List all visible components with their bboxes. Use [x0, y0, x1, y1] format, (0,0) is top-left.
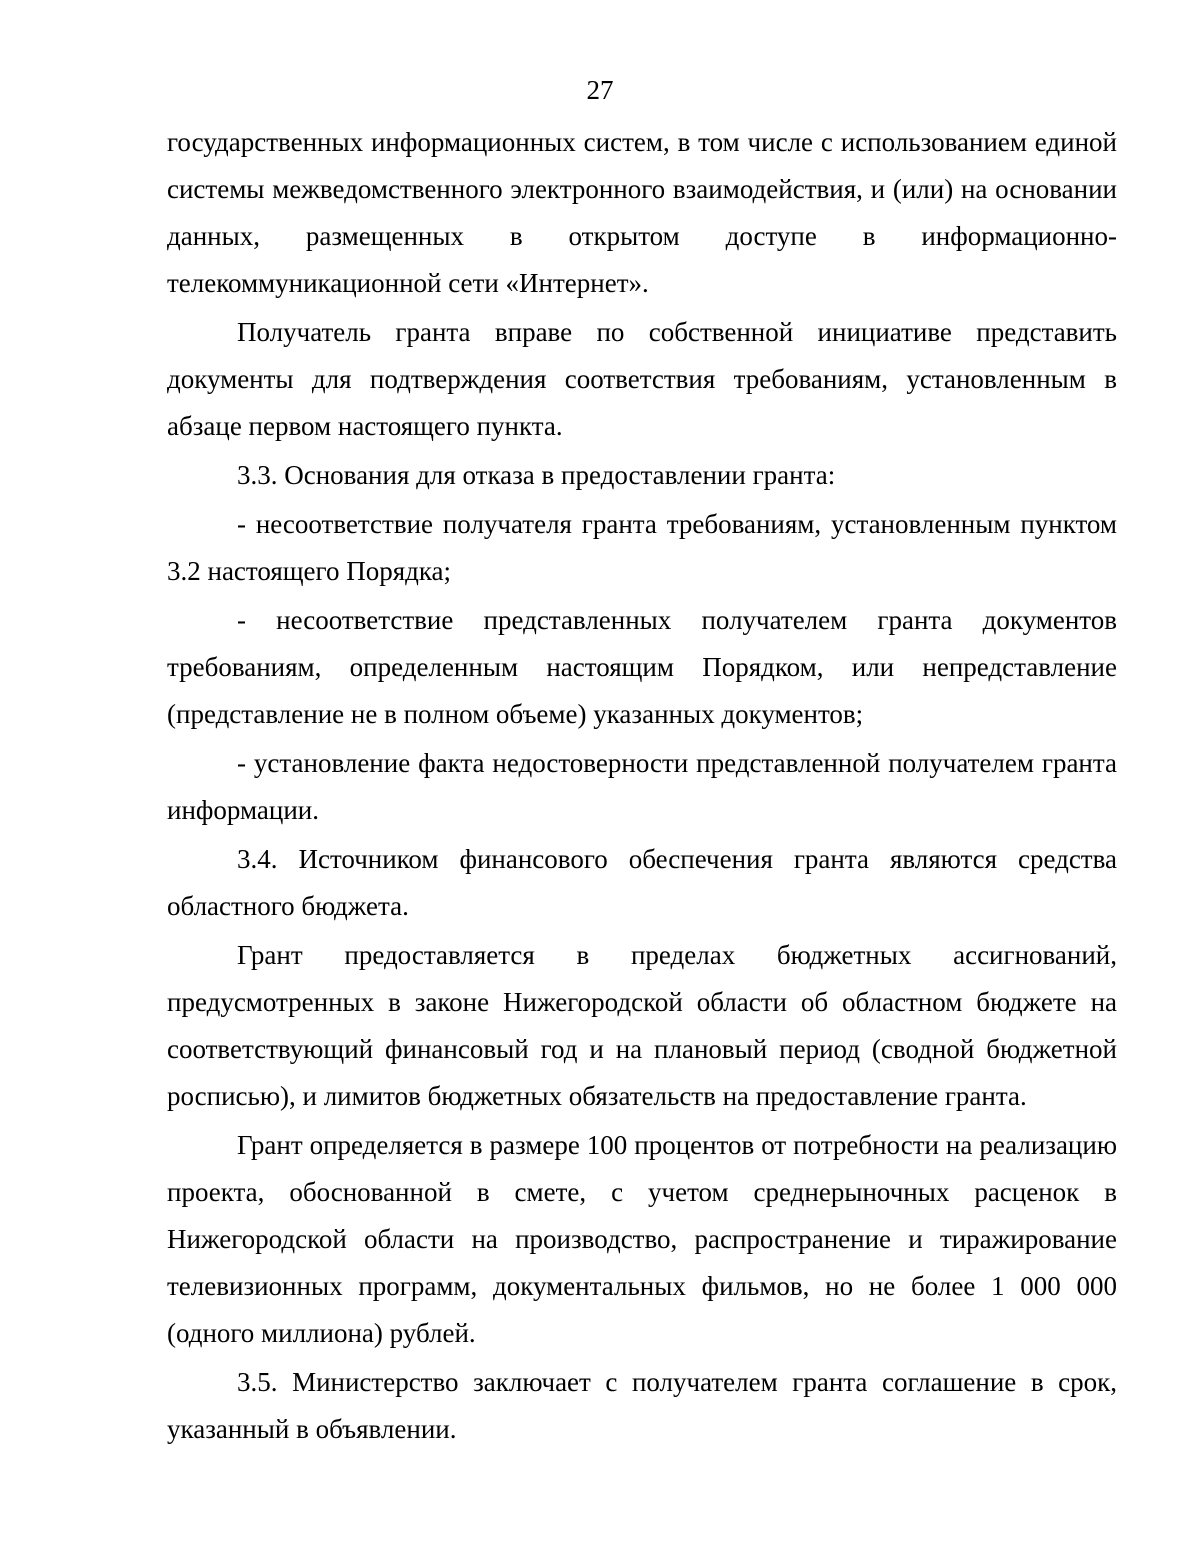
list-item-false-information: - установление факта недостоверности представленной получателем гранта информации. — [167, 748, 1117, 825]
paragraph-3-4-funding-source: 3.4. Источником финансового обеспечения гранта являются средства областного бюджета. — [167, 844, 1117, 921]
paragraph-grant-limits: Грант предоставляется в пределах бюджетных ассигнований, предусмотренных в законе Нижегородской области об областном бюджете на соответствующий финансовый год и на плановый период (сводной бюджетной росписью), и лимитов бюджетных обязательств на предоставление гранта. — [167, 940, 1117, 1111]
paragraph-grant-amount: Грант определяется в размере 100 процентов от потребности на реализацию проекта, обоснованной в смете, с учетом среднерыночных расценок в Нижегородской области на производство, распространение и тиражирование телевизионных программ, документальных фильмов, но не более 1 000 000 (одного миллиона) рублей. — [167, 1130, 1117, 1348]
page-number: 27 — [586, 75, 614, 105]
list-item-noncompliance-documents: - несоответствие представленных получателем гранта документов требованиям, определенным настоящим Порядком, или непредставление (представление не в полном объеме) указанных документов; — [167, 605, 1117, 729]
paragraph-continuation: государственных информационных систем, в том числе с использованием единой системы межведомственного электронного взаимодействия, и (или) на основании данных, размещенных в открытом доступе в информационно-телекоммуникационной сети «Интернет». — [167, 127, 1117, 298]
paragraph-optional-documents: Получатель гранта вправе по собственной инициативе представить документы для подтверждения соответствия требованиям, установленным в абзаце первом настоящего пункта. — [167, 317, 1117, 441]
body-text — [167, 119, 1117, 1455]
list-item-noncompliance-recipient: - несоответствие получателя гранта требованиям, установленным пунктом 3.2 настоящего Порядка; — [167, 509, 1117, 586]
paragraph-3-3-heading: 3.3. Основания для отказа в предоставлении гранта: — [237, 460, 836, 490]
paragraph-3-5-agreement: 3.5. Министерство заключает с получателем гранта соглашение в срок, указанный в объявлении. — [167, 1367, 1117, 1444]
